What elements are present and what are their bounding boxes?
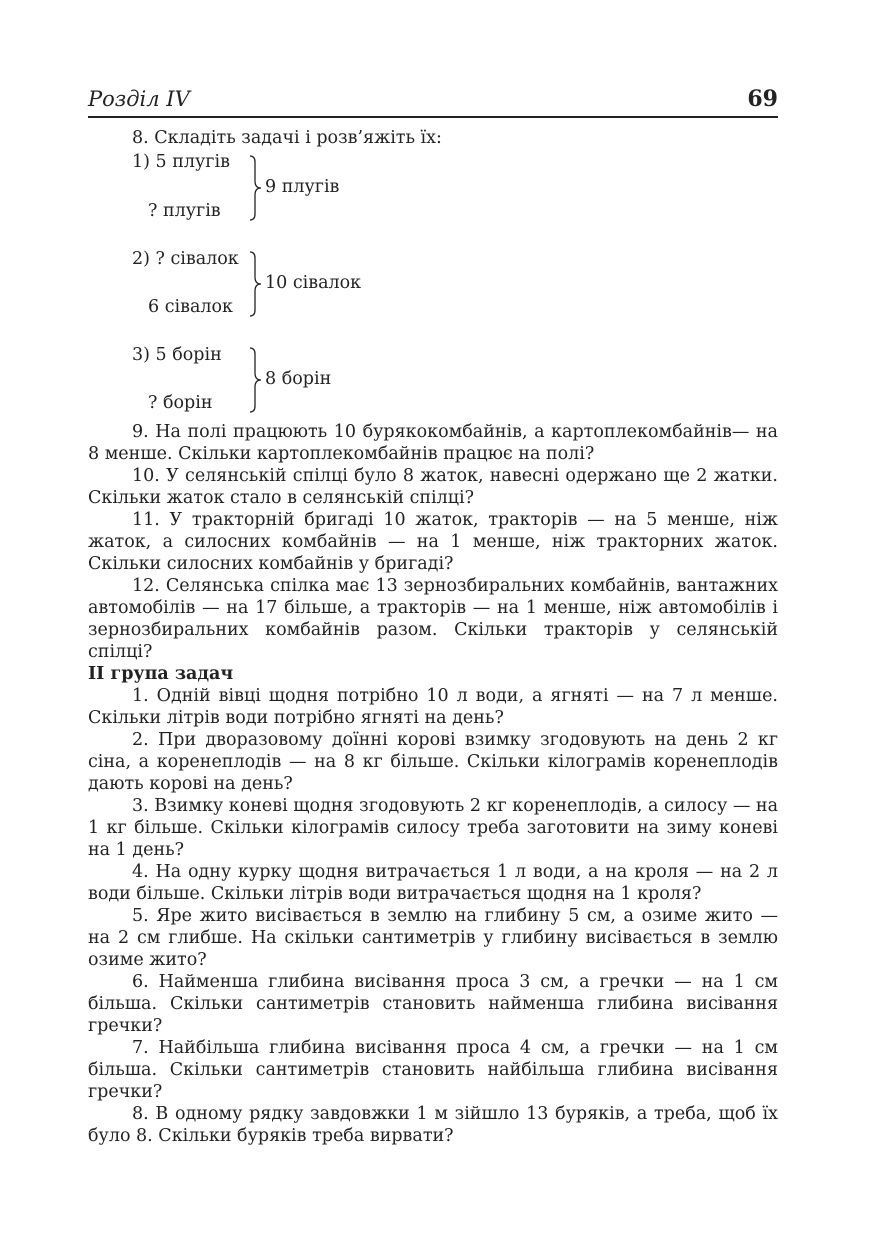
curly-brace-1	[248, 155, 264, 221]
problem-paragraph: 2. При дворазовому доїнні корові взимку згодовують на день 2 кг сіна, а коренеплодів — на 8 кг більше. Скільки кілограмів коренеплодів дають корові на день?	[88, 730, 778, 794]
problem-paragraph: 1. Одній вівці щодня потрібно 10 л води, а ягняті — на 7 л менше. Скільки літрів води потрібно ягняті на день?	[88, 686, 778, 728]
task-8-intro: 8. Складіть задачі і розв’яжіть їх:	[132, 128, 442, 148]
brace-item-1-line1: 1) 5 плугів	[132, 152, 230, 172]
problem-paragraph: 8. В одному рядку завдовжки 1 м зійшло 13 буряків, а треба, щоб їх було 8. Скільки буряків треба вирвати?	[88, 1104, 778, 1146]
problem-paragraph: 12. Селянська спілка має 13 зернозбиральних комбайнів, вантажних автомобілів — на 17 більше, а тракторів — на 1 менше, ніж автомобілів і зернозбиральних комбайнів разом. Скільки тракторів у селянській спілці?	[88, 576, 778, 662]
problem-paragraph: 3. Взимку коневі щодня згодовують 2 кг коренеплодів, а силосу — на 1 кг більше. Скільки кілограмів силосу треба заготовити на зиму коневі на 1 день?	[88, 796, 778, 860]
problem-paragraph: 10. У селянській спілці було 8 жаток, навесні одержано ще 2 жатки. Скільки жаток стало в селянській спілці?	[88, 466, 778, 508]
problem-paragraph: 6. Найменша глибина висівання проса 3 см, а гречки — на 1 см більша. Скільки сантиметрів становить найменша глибина висівання гречки?	[88, 972, 778, 1036]
problem-paragraph: 5. Яре жито висівається в землю на глибину 5 см, а озиме жито — на 2 см глибше. На скільки сантиметрів у глибину висівається в землю озиме жито?	[88, 906, 778, 970]
group-2-heading: II група задач	[88, 664, 234, 684]
curly-brace-2	[248, 251, 264, 317]
brace-item-2-total: 10 сівалок	[265, 273, 362, 293]
brace-item-1-line2: ? плугів	[148, 201, 221, 221]
brace-item-3-total: 8 борін	[265, 369, 332, 389]
curly-brace-3	[248, 347, 264, 413]
brace-item-2-line2: 6 сівалок	[148, 297, 233, 317]
problem-paragraph: 7. Найбільша глибина висівання проса 4 см, а гречки — на 1 см більша. Скільки сантиметрів становить найбільша глибина висівання гречки?	[88, 1038, 778, 1102]
brace-item-1-total: 9 плугів	[265, 177, 340, 197]
brace-item-2-line1: 2) ? сівалок	[132, 249, 239, 269]
problems-text	[88, 421, 778, 1147]
problem-paragraph: 9. На полі працюють 10 бурякокомбайнів, а картоплекомбайнів— на 8 менше. Скільки картоплекомбайнів працює на полі?	[88, 422, 778, 464]
section-title: Розділ IV	[88, 87, 190, 111]
page-header	[88, 84, 778, 118]
problem-paragraph: 11. У тракторній бригаді 10 жаток, тракторів — на 5 менше, ніж жаток, а силосних комбайнів — на 1 менше, ніж тракторних жаток. Скільки силосних комбайнів у бригаді?	[88, 510, 778, 574]
brace-item-3-line2: ? борін	[148, 393, 213, 413]
brace-item-3-line1: 3) 5 борін	[132, 345, 222, 365]
problem-paragraph: 4. На одну курку щодня витрачається 1 л води, а на кроля — на 2 л води більше. Скільки літрів води витрачається щодня на 1 кроля?	[88, 862, 778, 904]
page-number: 69	[747, 86, 778, 112]
